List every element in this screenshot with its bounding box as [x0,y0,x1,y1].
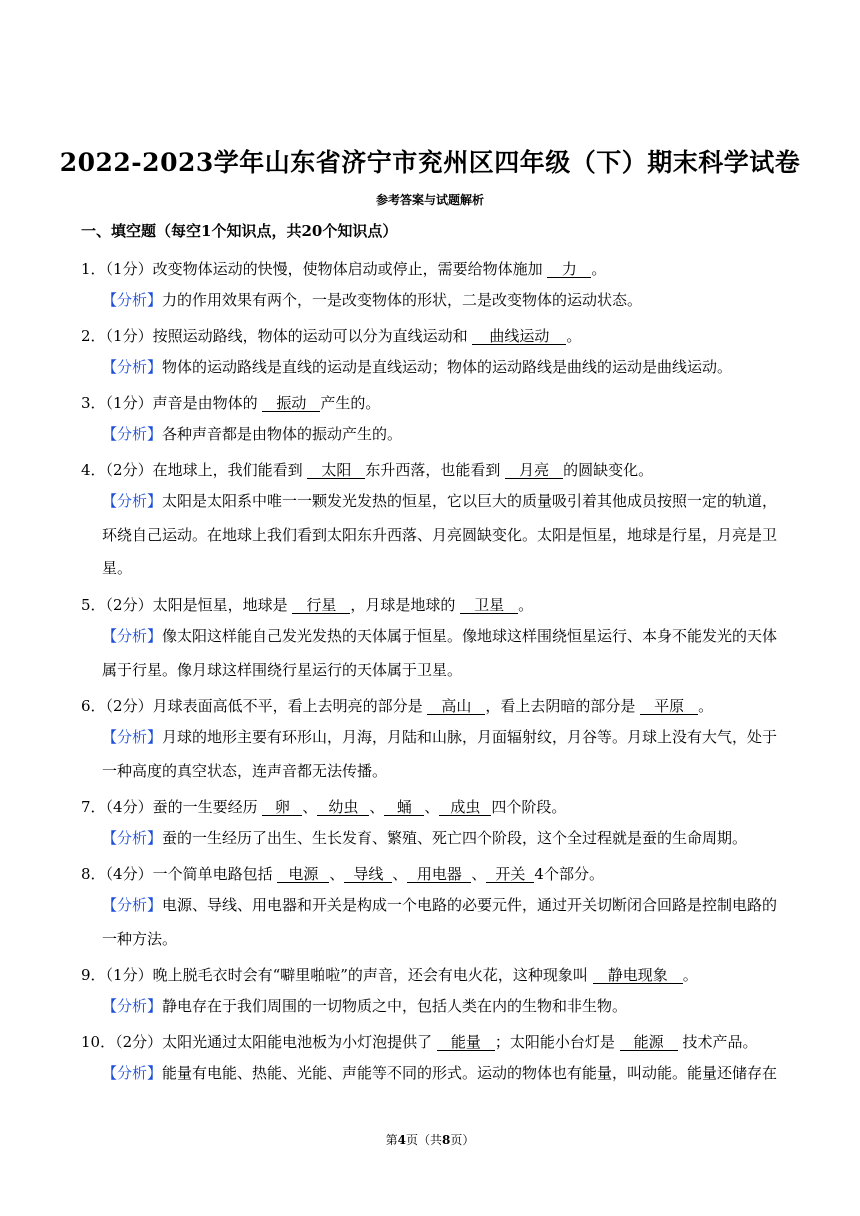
answer-blank: 卵 [262,799,302,816]
answer-blank: 导线 [344,866,392,883]
analysis-5: 【分析】像太阳这样能自己发光发热的天体属于恒星。像地球这样围绕恒星运行、本身不能发光的天体属于行星。像月球这样围绕行星运行的天体属于卫星。 [102,627,778,679]
analysis-tag: 【分析】 [102,291,163,309]
question-1: 1．（1分）改变物体运动的快慢，使物体启动或停止，需要给物体施加 力 。 [81,260,607,278]
answer-blank: 太阳 [307,462,365,479]
page-footer: 第4页（共8页） [385,1133,475,1147]
analysis-9: 【分析】静电存在于我们周围的一切物质之中，包括人类在内的生物和非生物。 [102,997,628,1015]
answer-blank: 卫星 [460,597,518,614]
answer-blank: 用电器 [407,866,471,883]
analysis-8: 【分析】电源、导线、用电器和开关是构成一个电路的必要元件，通过开关切断闭合回路是控制电路的一种方法。 [102,896,778,948]
answer-blank: 曲线运动 [472,328,566,345]
answer-blank: 高山 [427,698,485,715]
page-subtitle: 参考答案与试题解析 [375,193,484,207]
answer-blank: 静电现象 [593,967,683,984]
answer-blank: 振动 [262,395,320,412]
answer-blank: 幼虫 [317,799,369,816]
page-title: 2022-2023学年山东省济宁市兖州区四年级（下）期末科学试卷 [59,148,801,177]
answer-blank: 成虫 [439,799,491,816]
analysis-3: 【分析】各种声音都是由物体的振动产生的。 [102,425,403,443]
analysis-4: 【分析】太阳是太阳系中唯一一颗发光发热的恒星，它以巨大的质量吸引着其他成员按照一定的轨道，环绕自己运动。在地球上我们看到太阳东升西落、月亮圆缺变化。太阳是恒星，地球是行星，月亮是卫星。 [102,492,778,577]
analysis-7: 【分析】蚕的一生经历了出生、生长发育、繁殖、死亡四个阶段，这个全过程就是蚕的生命周期。 [102,829,748,847]
page-total: 8 [442,1133,451,1147]
question-5: 5．（2分）太阳是恒星，地球是 行星 ，月球是地球的 卫星 。 [81,596,534,614]
question-9: 9．（1分）晚上脱毛衣时会有“噼里啪啦”的声音，还会有电火花，这种现象叫 静电现象 。 [81,966,698,984]
question-4: 4．（2分）在地球上，我们能看到 太阳 东升西落，也能看到 月亮 的圆缺变化。 [81,461,654,479]
answer-blank: 开关 [486,866,534,883]
answer-blank: 电源 [277,866,329,883]
answer-blank: 月亮 [505,462,563,479]
question-8: 8．（4分）一个简单电路包括 电源 、 导线 、 用电器 、 开关 4个部分。 [81,865,604,883]
analysis-10: 【分析】能量有电能、热能、光能、声能等不同的形式。运动的物体也有能量，叫动能。能量还储存在 [102,1064,778,1082]
answer-blank: 能源 [620,1034,678,1051]
analysis-2: 【分析】物体的运动路线是直线的运动是直线运动；物体的运动路线是曲线的运动是曲线运动。 [102,358,733,376]
answer-blank: 能量 [437,1034,495,1051]
section-heading: 一、填空题（每空1个知识点，共20个知识点） [81,222,398,240]
answer-blank: 行星 [292,597,350,614]
answer-blank: 蛹 [384,799,424,816]
analysis-6: 【分析】月球的地形主要有环形山，月海，月陆和山脉，月面辐射纹，月谷等。月球上没有大气，处于一种高度的真空状态，连声音都无法传播。 [102,728,778,780]
page-number: 4 [397,1133,406,1147]
question-2: 2．（1分）按照运动路线，物体的运动可以分为直线运动和 曲线运动 。 [81,327,582,345]
answer-blank: 平原 [640,698,698,715]
answer-blank: 力 [547,261,591,278]
question-10: 10．（2分）太阳光通过太阳能电池板为小灯泡提供了 能量 ；太阳能小台灯是 能源 技术产品。 [81,1033,758,1051]
question-7: 7．（4分）蚕的一生要经历 卵 、 幼虫 、 蛹 、 成虫 四个阶段。 [81,798,567,816]
analysis-1: 【分析】力的作用效果有两个，一是改变物体的形状，二是改变物体的运动状态。 [102,291,643,309]
question-3: 3．（1分）声音是由物体的 振动 产生的。 [81,394,381,412]
question-6: 6．（2分）月球表面高低不平，看上去明亮的部分是 高山 ，看上去阴暗的部分是 平原 。 [81,697,714,715]
